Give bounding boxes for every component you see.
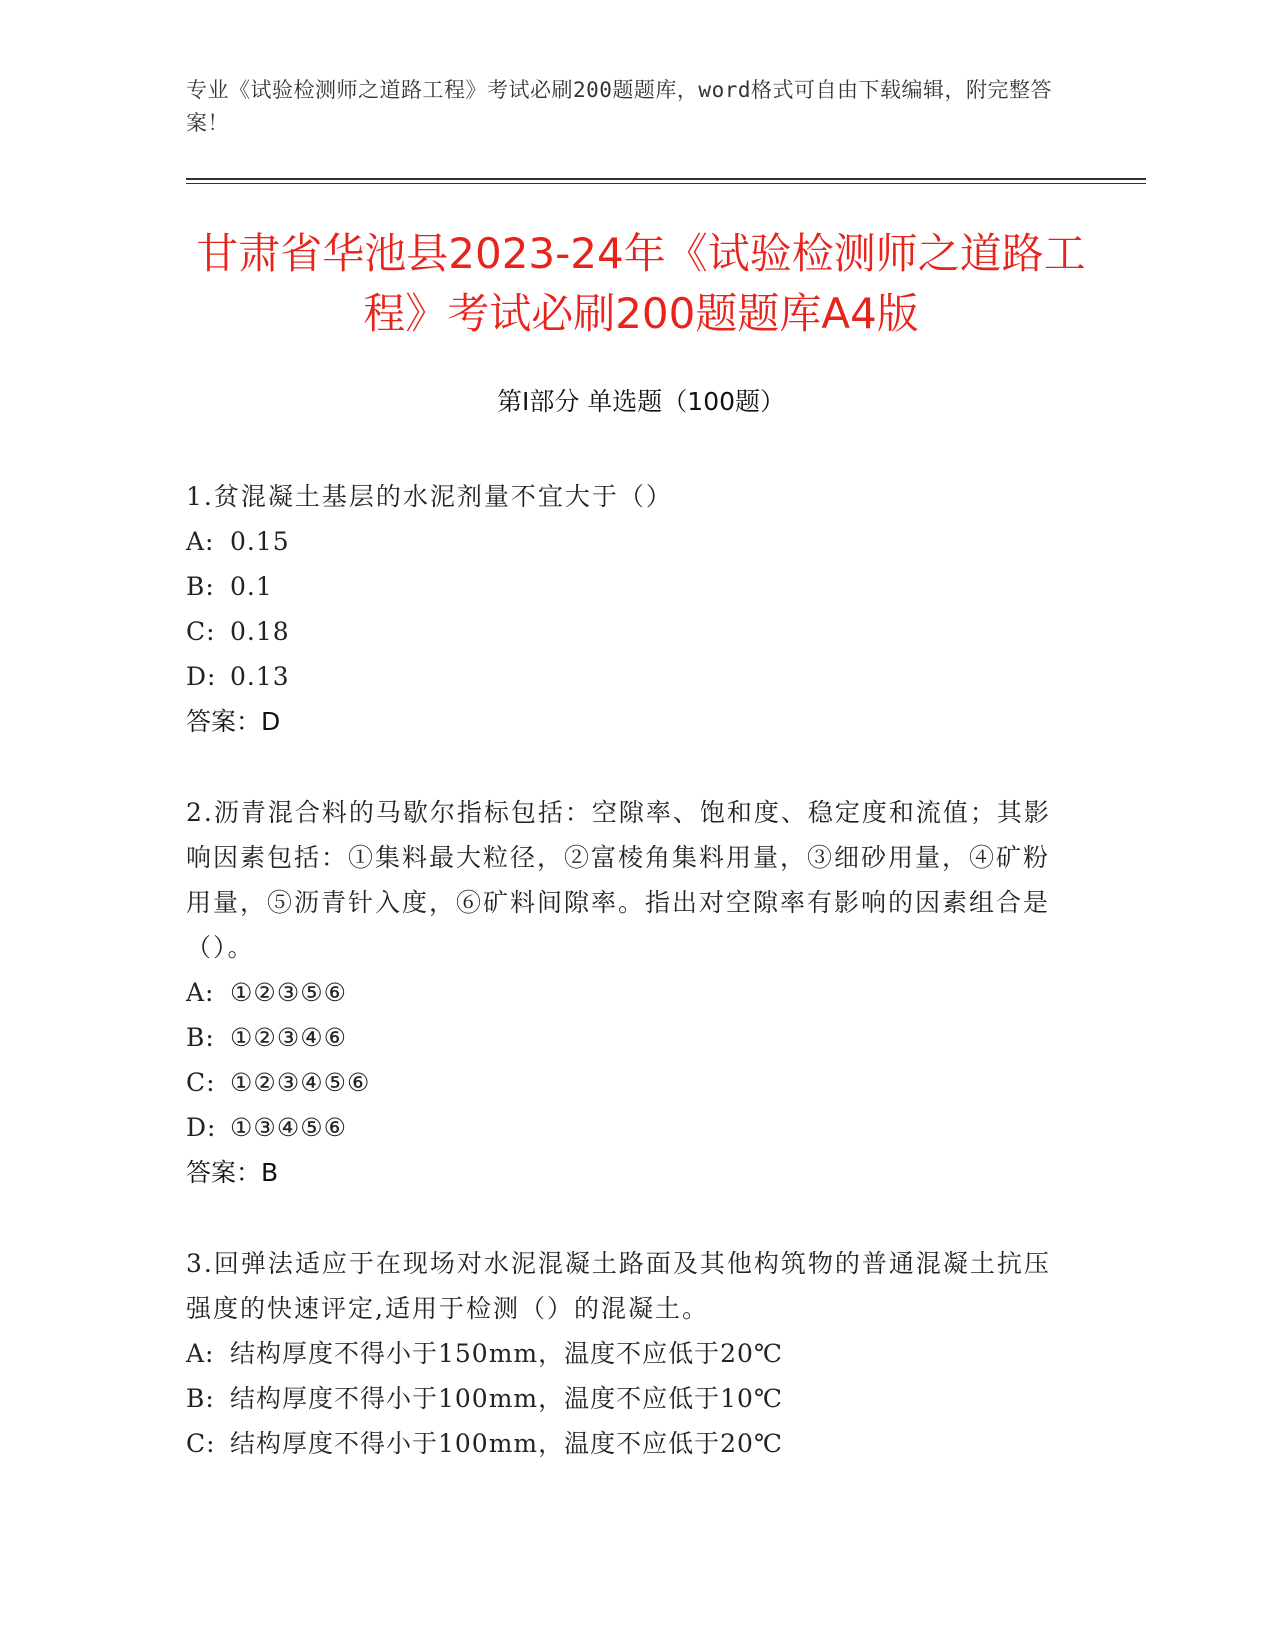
question-1	[186, 474, 1066, 744]
option-letter: D:	[186, 662, 217, 691]
option-letter: A:	[186, 527, 215, 556]
header-rule-thin	[186, 183, 1146, 184]
option-letter: A:	[186, 978, 215, 1007]
option-letter: B:	[186, 1384, 215, 1413]
question-list	[186, 474, 1066, 1512]
option-text: ①②③④⑤⑥	[230, 1068, 371, 1097]
question-2	[186, 790, 1066, 1195]
option-text: 0.13	[230, 662, 290, 691]
answer: 答案：D	[186, 707, 281, 736]
option-a	[186, 519, 1066, 564]
option-text: 0.18	[230, 617, 290, 646]
option-c	[186, 609, 1066, 654]
option-text: 结构厚度不得小于150mm，温度不应低于20℃	[230, 1339, 783, 1368]
option-letter: A:	[186, 1339, 215, 1368]
document-title: 甘肃省华池县2023-24年《试验检测师之道路工程》考试必刷200题题库A4版	[196, 229, 1086, 338]
answer: 答案：B	[186, 1158, 279, 1187]
option-b	[186, 1376, 1066, 1421]
option-a	[186, 1331, 1066, 1376]
option-b	[186, 564, 1066, 609]
option-text: ①②③⑤⑥	[230, 978, 348, 1007]
question-stem: 3.回弹法适应于在现场对水泥混凝土路面及其他构筑物的普通混凝土抗压强度的快速评定,适用于检测（）的混凝土。	[186, 1249, 1051, 1323]
option-a	[186, 970, 1066, 1015]
option-letter: B:	[186, 572, 215, 601]
question-stem: 1.贫混凝土基层的水泥剂量不宜大于（）	[186, 482, 673, 511]
option-letter: C:	[186, 617, 216, 646]
option-c	[186, 1060, 1066, 1105]
option-text: ①③④⑤⑥	[230, 1113, 348, 1142]
option-d	[186, 654, 1066, 699]
option-letter: B:	[186, 1023, 215, 1052]
option-text: 0.15	[230, 527, 290, 556]
option-b	[186, 1015, 1066, 1060]
option-letter: C:	[186, 1068, 216, 1097]
option-letter: C:	[186, 1429, 216, 1458]
option-letter: D:	[186, 1113, 217, 1142]
option-text: ①②③④⑥	[230, 1023, 348, 1052]
header-note: 专业《试验检测师之道路工程》考试必刷200题题库，word格式可自由下载编辑，附完整答案！	[186, 78, 1052, 135]
option-text: 结构厚度不得小于100mm，温度不应低于10℃	[230, 1384, 783, 1413]
question-3	[186, 1241, 1066, 1466]
option-text: 0.1	[230, 572, 273, 601]
section-title: 第Ⅰ部分 单选题（100题）	[496, 387, 786, 416]
header-rule-thick	[186, 178, 1146, 180]
question-stem: 2.沥青混合料的马歇尔指标包括：空隙率、饱和度、稳定度和流值；其影响因素包括：①集料最大粒径，②富棱角集料用量，③细砂用量，④矿粉用量，⑤沥青针入度，⑥矿料间隙率。指出对空隙率有影响的因素组合是（）。	[186, 798, 1051, 962]
option-c	[186, 1421, 1066, 1466]
option-d	[186, 1105, 1066, 1150]
option-text: 结构厚度不得小于100mm，温度不应低于20℃	[230, 1429, 783, 1458]
